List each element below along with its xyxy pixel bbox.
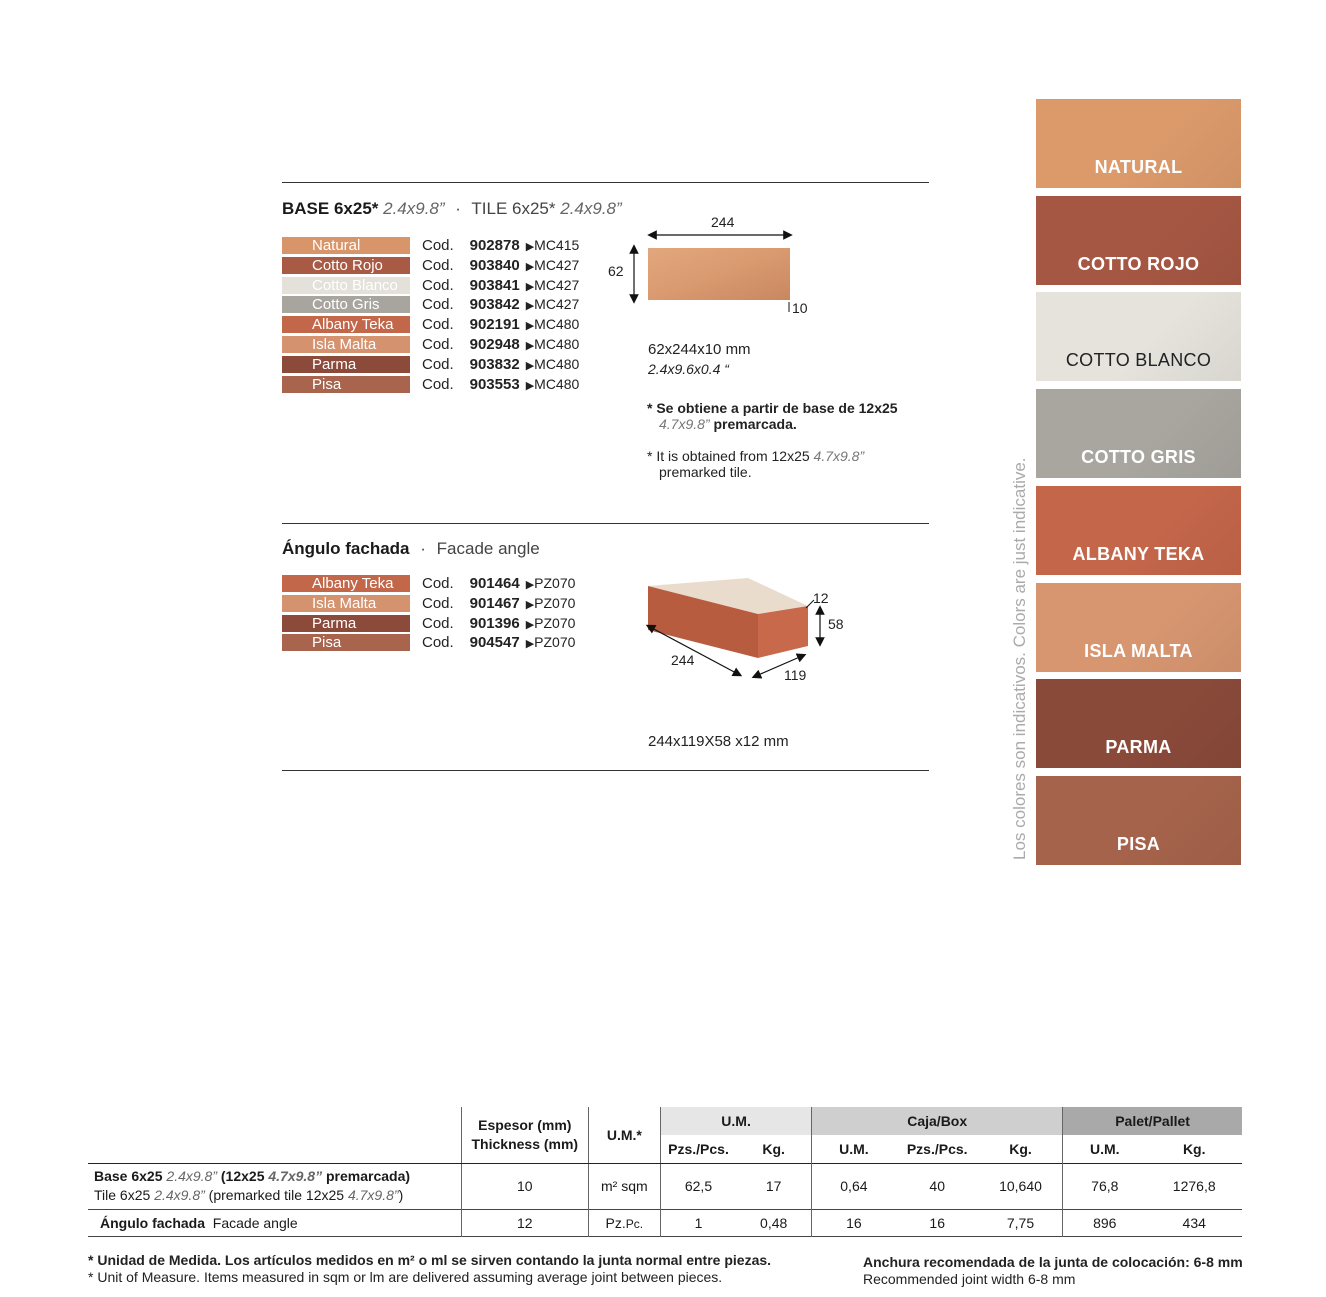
list-item: [282, 257, 642, 276]
color-chip: Albany Teka: [282, 316, 410, 333]
thickness-header: Espesor (mm) Thickness (mm): [461, 1107, 588, 1163]
color-chip: Parma: [282, 615, 410, 632]
list-item: [282, 356, 642, 375]
arrow-right-icon: ▶: [525, 618, 535, 631]
code-entry: Cod. 903832 ▶MC480: [422, 355, 580, 373]
pallet-group-header: Palet/Pallet: [1063, 1107, 1242, 1135]
list-item: [282, 336, 642, 355]
list-item: [282, 277, 642, 296]
color-chip: Pisa: [282, 376, 410, 393]
code-entry: Cod. 903840 ▶MC427: [422, 256, 580, 274]
row2-name: Ángulo fachada Facade angle: [88, 1209, 461, 1236]
color-swatch: COTTO ROJO: [1036, 196, 1241, 285]
row1-name: Base 6x25 2.4x9.8” (12x25 4.7x9.8” premarcada) Tile 6x25 2.4x9.8” (premarked tile 12x25 4.7x9.8”): [88, 1163, 461, 1209]
arrow-right-icon: ▶: [525, 638, 535, 651]
arrow-right-icon: ▶: [525, 260, 535, 273]
code-entry: Cod. 901464 ▶PZ070: [422, 575, 576, 592]
arrow-right-icon: ▶: [525, 598, 535, 611]
color-swatch: ALBANY TEKA: [1036, 486, 1241, 575]
list-item: [282, 296, 642, 315]
color-chip: Albany Teka: [282, 575, 410, 592]
arrow-right-icon: ▶: [525, 340, 535, 352]
color-chip: Cotto Rojo: [282, 257, 410, 274]
arrow-right-icon: ▶: [525, 300, 535, 313]
code-entry: Cod. 902948 ▶MC480: [422, 336, 580, 353]
um-header: U.M.*: [588, 1107, 660, 1163]
dim-244-label: 244: [671, 652, 695, 668]
base-size-in: 2.4x9.6x0.4 “: [648, 361, 729, 377]
section1-top-rule: [282, 182, 929, 183]
color-swatch: PISA: [1036, 776, 1241, 865]
color-chip: Isla Malta: [282, 336, 410, 353]
list-item: [282, 634, 642, 653]
list-item: [282, 575, 642, 594]
table-row: Base 6x25 2.4x9.8” (12x25 4.7x9.8” premarcada) Tile 6x25 2.4x9.8” (premarked tile 12x25 4.7x9.8”) 10 m² sqm 62,5 17 0,64 40 10,640 76,8 1276,8: [88, 1163, 1242, 1209]
table-row: Ángulo fachada Facade angle 12 Pz.Pc. 1 0,48 16 16 7,75 896 434: [88, 1209, 1242, 1236]
dim-thickness-label: 10: [792, 300, 808, 316]
arrow-right-icon: ▶: [525, 241, 535, 253]
footer-es: * Unidad de Medida. Los artículos medidos en m² o ml se sirven contando la junta normal entre piezas.: [88, 1252, 772, 1268]
section2-bottom-rule: [282, 770, 929, 771]
footer-en: * Unit of Measure. Items measured in sqm or lm are delivered assuming average joint between pieces.: [88, 1269, 723, 1285]
color-chip: Pisa: [282, 634, 410, 651]
color-swatch: PARMA: [1036, 679, 1241, 768]
colors-indicative-note: Los colores son indicativos. Colors are just indicative.: [1010, 457, 1029, 860]
color-swatch: COTTO BLANCO: [1036, 292, 1241, 381]
code-entry: Cod. 901467 ▶PZ070: [422, 594, 576, 612]
um-group-header: U.M.: [660, 1107, 811, 1135]
dim-58-label: 58: [828, 616, 844, 632]
angle-size-mm: 244x119X58 x12 mm: [648, 733, 789, 750]
box-group-header: Caja/Box: [812, 1107, 1063, 1135]
arrow-right-icon: ▶: [525, 280, 535, 293]
list-item: [282, 615, 642, 634]
section2-top-rule: [282, 523, 929, 524]
color-chip: Cotto Blanco: [282, 277, 410, 294]
code-entry: Cod. 903842 ▶MC427: [422, 296, 580, 314]
arrow-right-icon: ▶: [525, 579, 535, 591]
arrow-right-icon: ▶: [525, 320, 535, 333]
color-chip: Isla Malta: [282, 595, 410, 612]
list-item: [282, 376, 642, 395]
joint-es: Anchura recomendada de la junta de colocación: 6-8 mm: [863, 1254, 1243, 1270]
list-item: [282, 237, 642, 256]
color-swatch: NATURAL: [1036, 99, 1241, 188]
code-entry: Cod. 903841 ▶MC427: [422, 276, 580, 294]
list-item: [282, 595, 642, 614]
section2-title: Ángulo fachada · Facade angle: [282, 539, 540, 558]
dim-119-label: 119: [784, 667, 807, 683]
code-entry: Cod. 901396 ▶PZ070: [422, 614, 576, 632]
arrow-right-icon: ▶: [525, 379, 535, 392]
section1-title: BASE 6x25* 2.4x9.8” · TILE 6x25* 2.4x9.8”: [282, 199, 622, 218]
base-tile-diagram: [600, 205, 820, 325]
code-entry: Cod. 902191 ▶MC480: [422, 316, 580, 334]
note-en: * It is obtained from 12x25 4.7x9.8” premarked tile.: [647, 448, 865, 480]
color-chip: Cotto Gris: [282, 296, 410, 313]
dim-width-label: 244: [711, 214, 735, 230]
base-size-mm: 62x244x10 mm: [648, 341, 751, 358]
joint-en: Recommended joint width 6-8 mm: [863, 1271, 1076, 1287]
code-entry: Cod. 904547 ▶PZ070: [422, 634, 576, 652]
facade-angle-diagram: [630, 570, 860, 695]
color-chip: Parma: [282, 356, 410, 373]
dim-12-label: 12: [813, 590, 829, 606]
dim-height-label: 62: [608, 263, 624, 279]
color-swatch: COTTO GRIS: [1036, 389, 1241, 478]
list-item: [282, 316, 642, 335]
code-entry: Cod. 903553 ▶MC480: [422, 375, 580, 393]
code-entry: Cod. 902878 ▶MC415: [422, 237, 580, 254]
spec-table: Espesor (mm) Thickness (mm) U.M.* U.M. Caja/Box Palet/Pallet Pzs./Pcs. Kg. U.M. Pzs./Pcs. Kg. U.M. Kg. Base 6x25 2.4x9.8” (12x25 4.7x9.8” premarcada) Tile 6x25 2.4x9.8” (premarked tile 12x25 4.7x9.8”) 10 m² sqm 62,5 17 0,64 40 10,640 76,8 1276,8 Ángulo fachada Facade angle 12 Pz.Pc. 1 0,48 16 16 7,75 896 434: [88, 1107, 1242, 1237]
color-swatch: ISLA MALTA: [1036, 583, 1241, 672]
color-chip: Natural: [282, 237, 410, 254]
note-es: * Se obtiene a partir de base de 12x25 4.7x9.8” premarcada.: [647, 400, 898, 432]
arrow-right-icon: ▶: [525, 359, 535, 372]
